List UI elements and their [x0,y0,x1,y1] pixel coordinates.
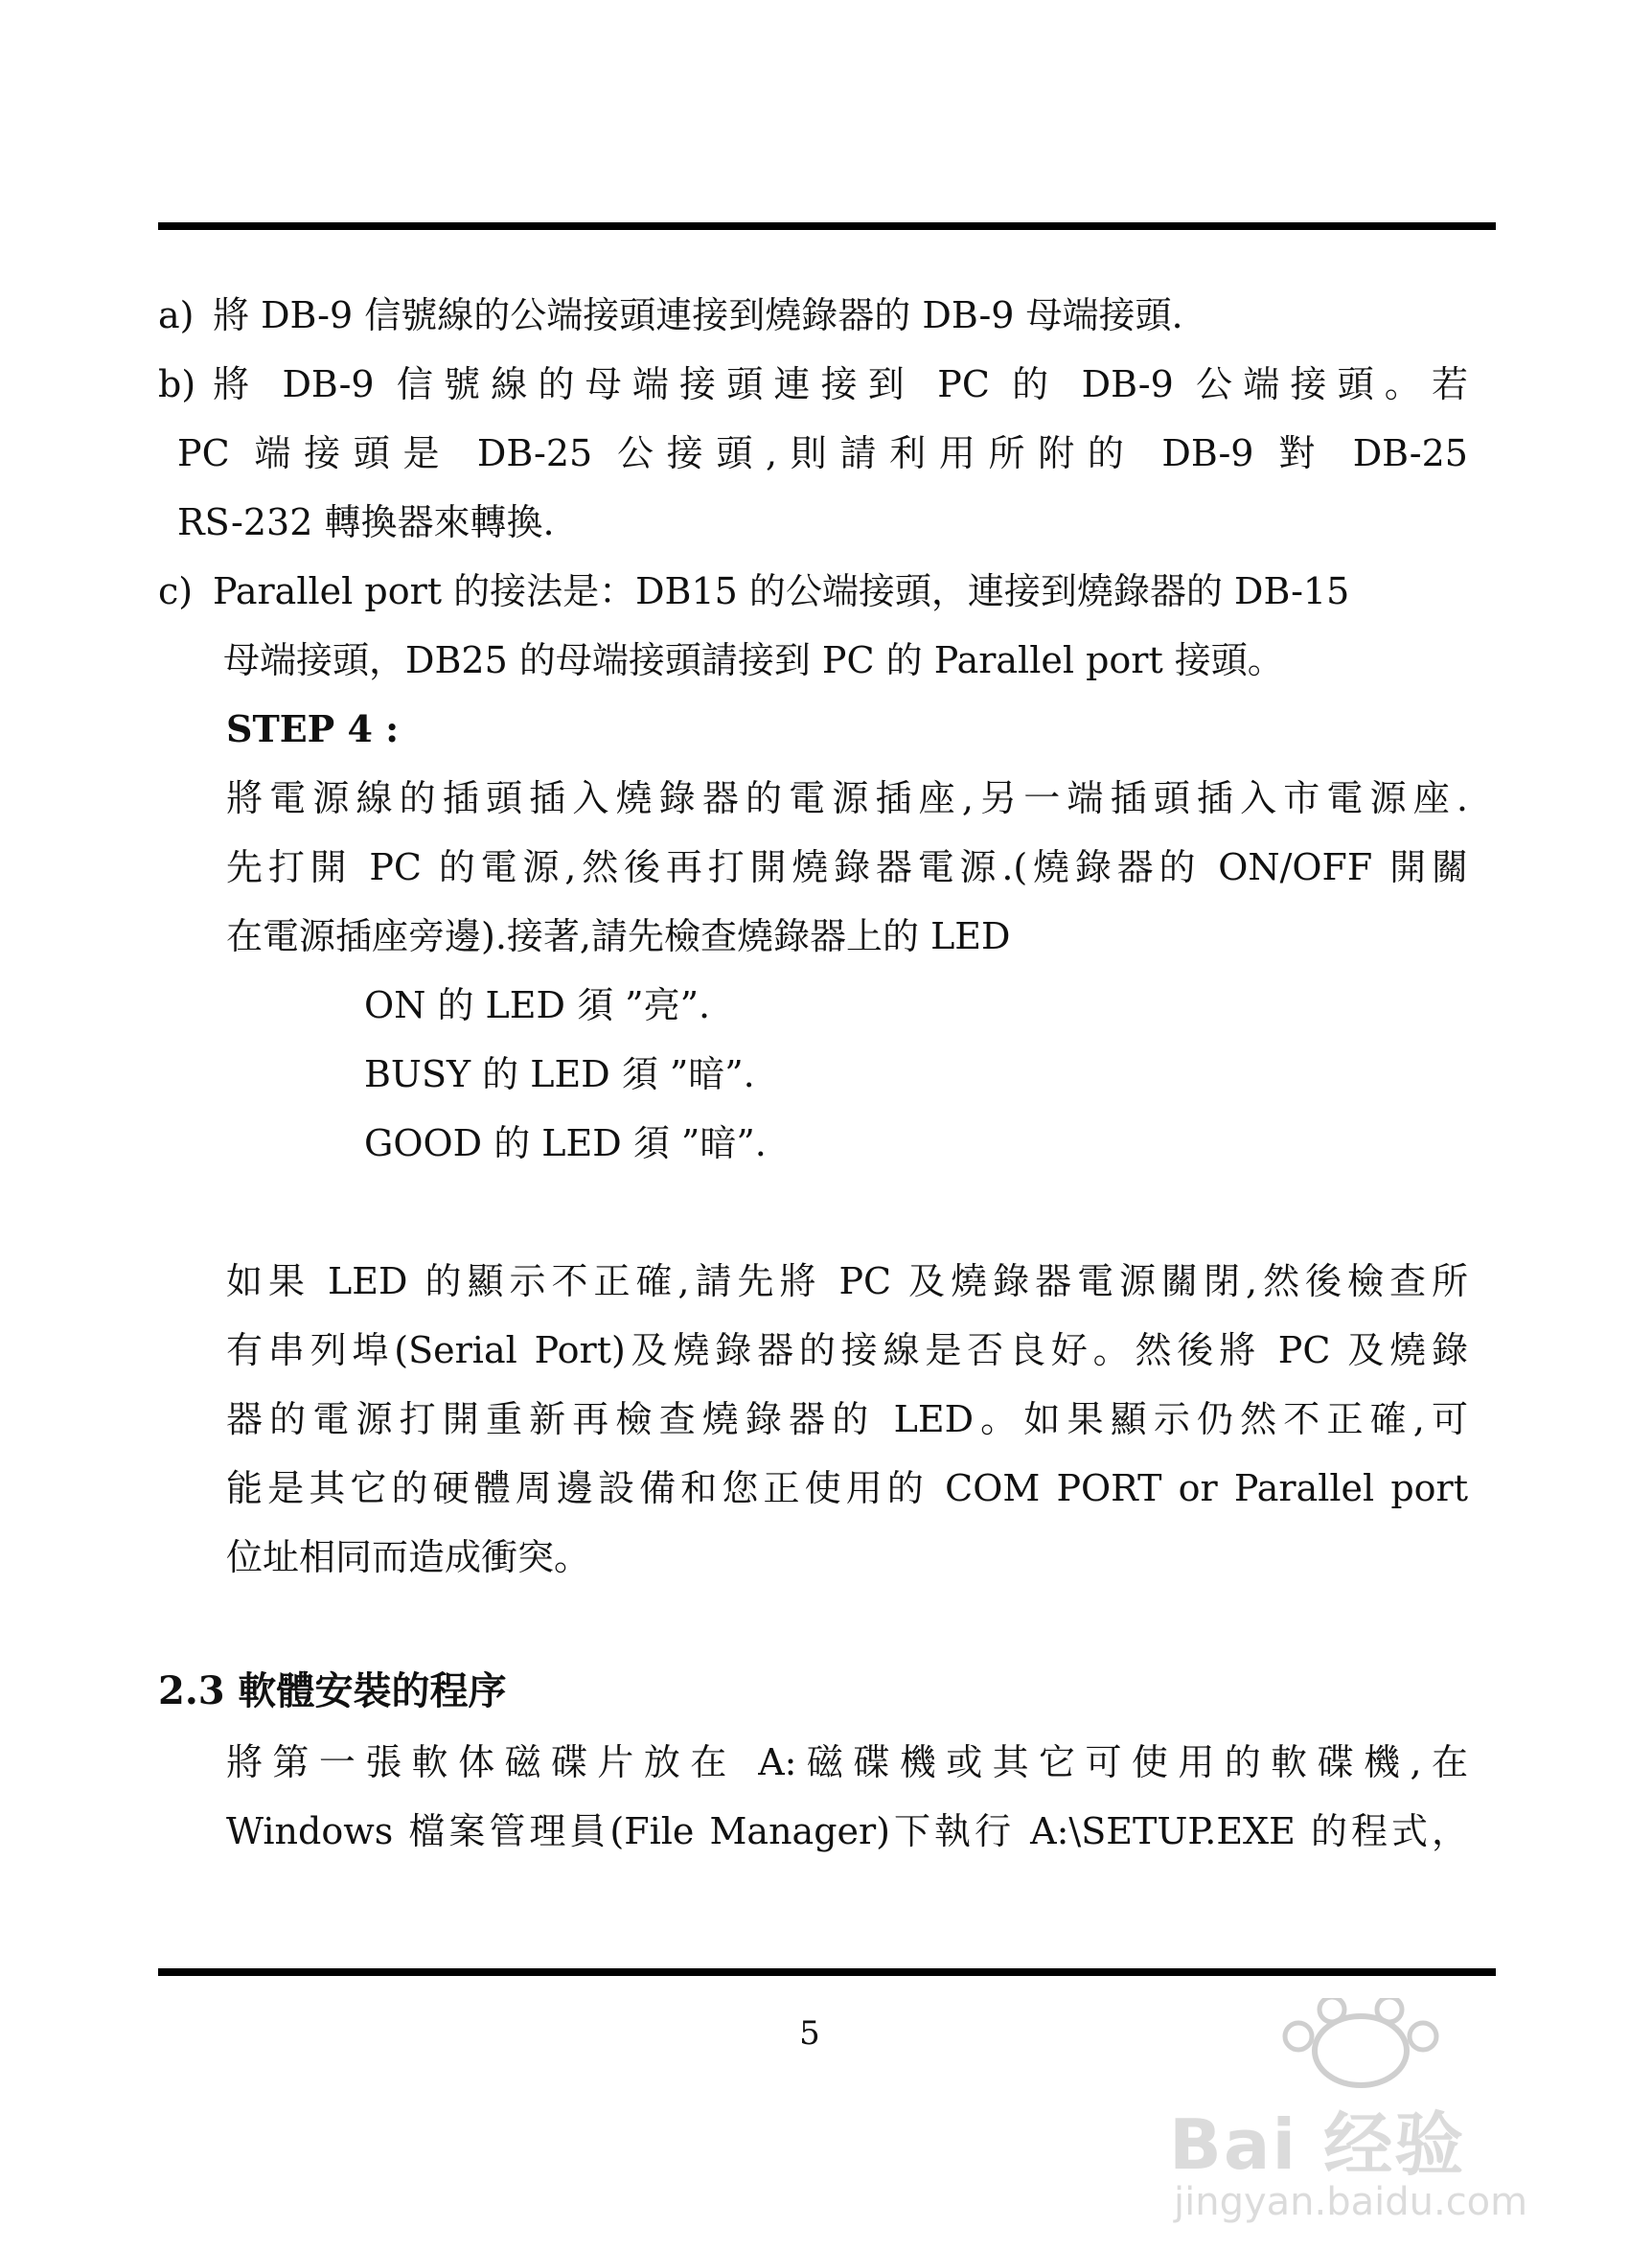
item-b-line-1: 將 DB-9 信號線的母端接頭連接到 PC 的 DB-9 公端接頭。若 [213,363,1468,405]
list-marker-b: b) [158,363,196,405]
bottom-rule [158,1968,1496,1976]
baidu-watermark [1155,1998,1557,2238]
troubleshoot-line-3: 器的電源打開重新再檢查燒錄器的 LED。如果顯示仍然不正確,可 [226,1398,1468,1440]
install-line-1: 將第一張軟体磁碟片放在 A:磁碟機或其它可使用的軟碟機,在 [226,1741,1468,1783]
watermark-brand: Bai 经验 [1169,2104,1466,2185]
troubleshoot-line-5: 位址相同而造成衝突。 [226,1536,591,1578]
item-a-text: 將 DB-9 信號線的公端接頭連接到燒錄器的 DB-9 母端接頭. [213,294,1183,336]
led-good-line: GOOD 的 LED 須 ”暗”. [364,1122,767,1164]
item-c-line-2: 母端接頭，DB25 的母端接頭請接到 PC 的 Parallel port 接頭。 [223,639,1284,681]
top-rule [158,222,1496,230]
list-marker-c: c) [158,570,194,612]
item-b-line-3: RS-232 轉換器來轉換. [177,501,555,543]
step-4-line-1: 將電源線的插頭插入燒錄器的電源插座,另一端插頭插入市電源座. [226,777,1468,819]
troubleshoot-line-2: 有串列埠(Serial Port)及燒錄器的接線是否良好。然後將 PC 及燒錄 [226,1329,1468,1371]
list-marker-a: a) [158,294,195,336]
page-number: 5 [799,2014,820,2053]
item-c-line-1: Parallel port 的接法是：DB15 的公端接頭，連接到燒錄器的 DB-15 [213,570,1350,612]
item-b-line-2: PC 端接頭是 DB-25 公接頭,則請利用所附的 DB-9 對 DB-25 [177,432,1468,474]
led-on-line: ON 的 LED 須 ”亮”. [364,984,711,1026]
step-4-line-3: 在電源插座旁邊).接著,請先檢查燒錄器上的 LED [226,915,1011,957]
troubleshoot-line-1: 如果 LED 的顯示不正確,請先將 PC 及燒錄器電源關閉,然後檢查所 [226,1260,1468,1302]
watermark-url: jingyan.baidu.com [1174,2180,1528,2224]
step-4-line-2: 先打開 PC 的電源,然後再打開燒錄器電源.(燒錄器的 ON/OFF 開關 [226,846,1468,888]
step-4-heading: STEP 4 : [226,707,400,750]
install-line-2: Windows 檔案管理員(File Manager)下執行 A:\SETUP.EXE 的程式， [226,1810,1468,1852]
section-heading: 2.3 軟體安裝的程序 [158,1668,507,1713]
led-busy-line: BUSY 的 LED 須 ”暗”. [364,1053,755,1095]
troubleshoot-line-4: 能是其它的硬體周邊設備和您正使用的 COM PORT or Parallel port [226,1467,1468,1509]
